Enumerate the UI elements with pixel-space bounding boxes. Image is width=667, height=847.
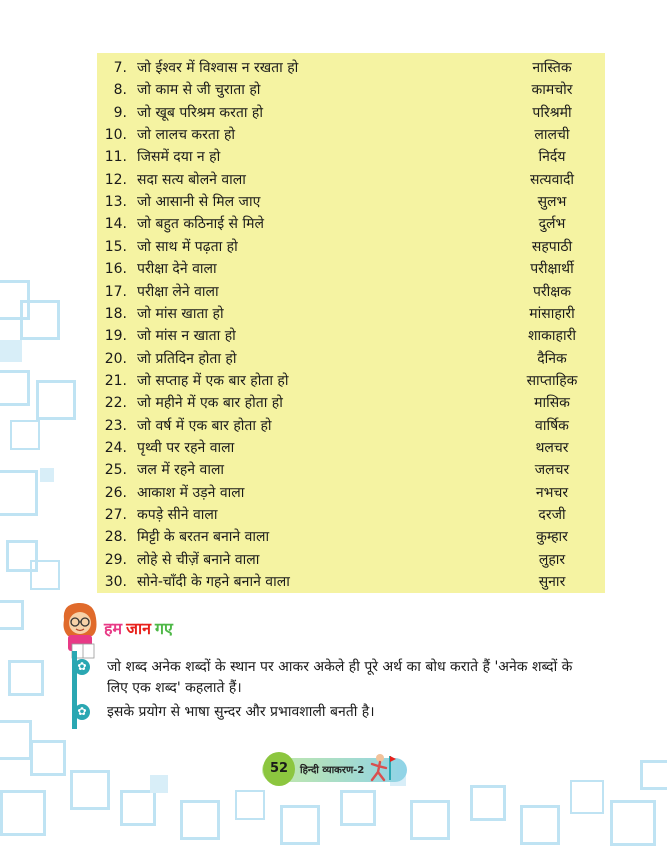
table-row: [97, 146, 605, 168]
row-number: 25.: [104, 462, 127, 479]
row-phrase: कपड़े सीने वाला: [137, 507, 218, 523]
row-number: 9.: [113, 104, 127, 121]
table-row: [97, 281, 605, 303]
table-row: [97, 124, 605, 146]
row-number: 21.: [104, 372, 127, 389]
row-number: 16.: [104, 261, 127, 278]
row-word: सुनार: [538, 574, 566, 591]
row-phrase: जो सप्ताह में एक बार होता हो: [137, 372, 289, 389]
row-phrase: आकाश में उड़ने वाला: [137, 484, 245, 501]
row-phrase: जो आसानी से मिल जाए: [137, 194, 261, 211]
table-row: [97, 258, 605, 280]
row-number: 19.: [104, 328, 127, 345]
flower-bullet-icon: ✿: [74, 704, 90, 720]
row-number: 26.: [104, 484, 127, 501]
row-word: मासिक: [534, 395, 570, 412]
word-table: [97, 53, 605, 593]
row-phrase: लोहे से चीज़ें बनाने वाला: [137, 551, 260, 568]
row-word: सुलभ: [537, 194, 567, 211]
row-number: 13.: [104, 194, 127, 211]
row-phrase: सोने-चाँदी के गहने बनाने वाला: [137, 574, 290, 591]
page-number: 52: [263, 752, 295, 786]
flower-bullet-icon: ✿: [74, 659, 90, 675]
row-word: जलचर: [534, 462, 570, 479]
table-row: [97, 325, 605, 347]
row-number: 17.: [104, 283, 127, 300]
table-row: [97, 79, 605, 101]
row-word: थलचर: [535, 439, 569, 456]
row-number: 14.: [104, 216, 127, 233]
table-row: [97, 415, 605, 437]
row-word: कामचोर: [531, 82, 573, 99]
row-word: वार्षिक: [535, 417, 569, 434]
row-number: 30.: [104, 574, 127, 591]
row-word: नास्तिक: [532, 60, 572, 76]
running-kid-icon: [360, 752, 398, 782]
row-number: 27.: [104, 507, 127, 523]
row-number: 28.: [104, 529, 127, 546]
table-row: [97, 191, 605, 213]
table-row: [97, 102, 605, 124]
row-word: दुर्लभ: [538, 216, 566, 233]
heading-part-1: हम: [104, 619, 123, 638]
table-row: [97, 437, 605, 459]
row-number: 8.: [113, 82, 127, 99]
row-number: 12.: [104, 171, 127, 188]
row-word: दरजी: [538, 507, 566, 523]
note-1-line-2: लिए एक शब्द' कहलाते हैं।: [107, 680, 242, 696]
row-word: नभचर: [535, 484, 569, 501]
row-word: शाकाहारी: [528, 328, 576, 345]
row-word: सत्यवादी: [529, 171, 575, 188]
row-number: 22.: [104, 395, 127, 412]
row-phrase: पृथ्वी पर रहने वाला: [137, 439, 235, 456]
table-row: [97, 370, 605, 392]
section-heading: [104, 617, 173, 639]
row-number: 24.: [104, 439, 127, 456]
row-number: 15.: [104, 238, 127, 255]
summary-box: [72, 651, 644, 729]
row-phrase: मिट्टी के बरतन बनाने वाला: [137, 529, 270, 546]
book-title: हिन्दी व्याकरण-2: [300, 765, 365, 776]
row-word: लुहार: [538, 551, 566, 568]
table-row: [97, 459, 605, 481]
row-phrase: जल में रहने वाला: [137, 462, 225, 479]
row-word: साप्ताहिक: [526, 372, 578, 389]
row-word: कुम्हार: [536, 529, 568, 546]
row-word: निर्दय: [538, 149, 566, 166]
row-phrase: जो बहुत कठिनाई से मिले: [137, 216, 264, 233]
table-row: [97, 482, 605, 504]
table-row: [97, 303, 605, 325]
row-word: दैनिक: [537, 350, 567, 367]
table-row: [97, 571, 605, 593]
heading-part-3: गए: [154, 619, 173, 638]
row-phrase: जो साथ में पढ़ता हो: [137, 238, 238, 255]
table-row: [97, 169, 605, 191]
row-word: सहपाठी: [531, 238, 573, 255]
row-phrase: परीक्षा लेने वाला: [137, 283, 219, 300]
row-number: 18.: [104, 305, 127, 322]
row-phrase: परीक्षा देने वाला: [137, 261, 217, 278]
row-phrase: जो लालच करता हो: [137, 127, 236, 144]
row-phrase: जो काम से जी चुराता हो: [137, 82, 261, 99]
table-row: [97, 549, 605, 571]
row-phrase: जो मांस न खाता हो: [137, 328, 236, 345]
note-1-line-1: जो शब्द अनेक शब्दों के स्थान पर आकर अकेले ही पूरे अर्थ का बोध कराते हैं 'अनेक शब्दों के: [107, 659, 573, 675]
row-phrase: जो खूब परिश्रम करता हो: [137, 104, 263, 121]
row-number: 23.: [104, 417, 127, 434]
row-word: परीक्षार्थी: [530, 261, 574, 278]
row-word: परीक्षक: [532, 283, 572, 300]
note-2: इसके प्रयोग से भाषा सुन्दर और प्रभावशाली बनती है।: [107, 704, 375, 720]
row-phrase: जो वर्ष में एक बार होता हो: [137, 417, 272, 434]
row-phrase: जो ईश्वर में विश्वास न रखता हो: [137, 60, 299, 76]
row-phrase: जिसमें दया न हो: [137, 149, 221, 166]
table-row: [97, 213, 605, 235]
row-phrase: जो प्रतिदिन होता हो: [137, 350, 237, 367]
table-row: [97, 526, 605, 548]
row-number: 11.: [104, 149, 127, 166]
row-phrase: सदा सत्य बोलने वाला: [137, 171, 246, 188]
row-phrase: जो महीने में एक बार होता हो: [137, 395, 283, 412]
row-word: मांसाहारी: [529, 305, 575, 322]
row-number: 20.: [104, 350, 127, 367]
heading-part-2: जान: [126, 619, 151, 638]
row-word: परिश्रमी: [532, 104, 572, 121]
table-row: [97, 392, 605, 414]
row-word: लालची: [534, 127, 570, 144]
table-row: [97, 348, 605, 370]
table-row: [97, 504, 605, 526]
table-row: [97, 57, 605, 79]
row-phrase: जो मांस खाता हो: [137, 305, 224, 322]
row-number: 10.: [104, 127, 127, 144]
row-number: 7.: [113, 60, 127, 76]
table-row: [97, 236, 605, 258]
row-number: 29.: [104, 551, 127, 568]
